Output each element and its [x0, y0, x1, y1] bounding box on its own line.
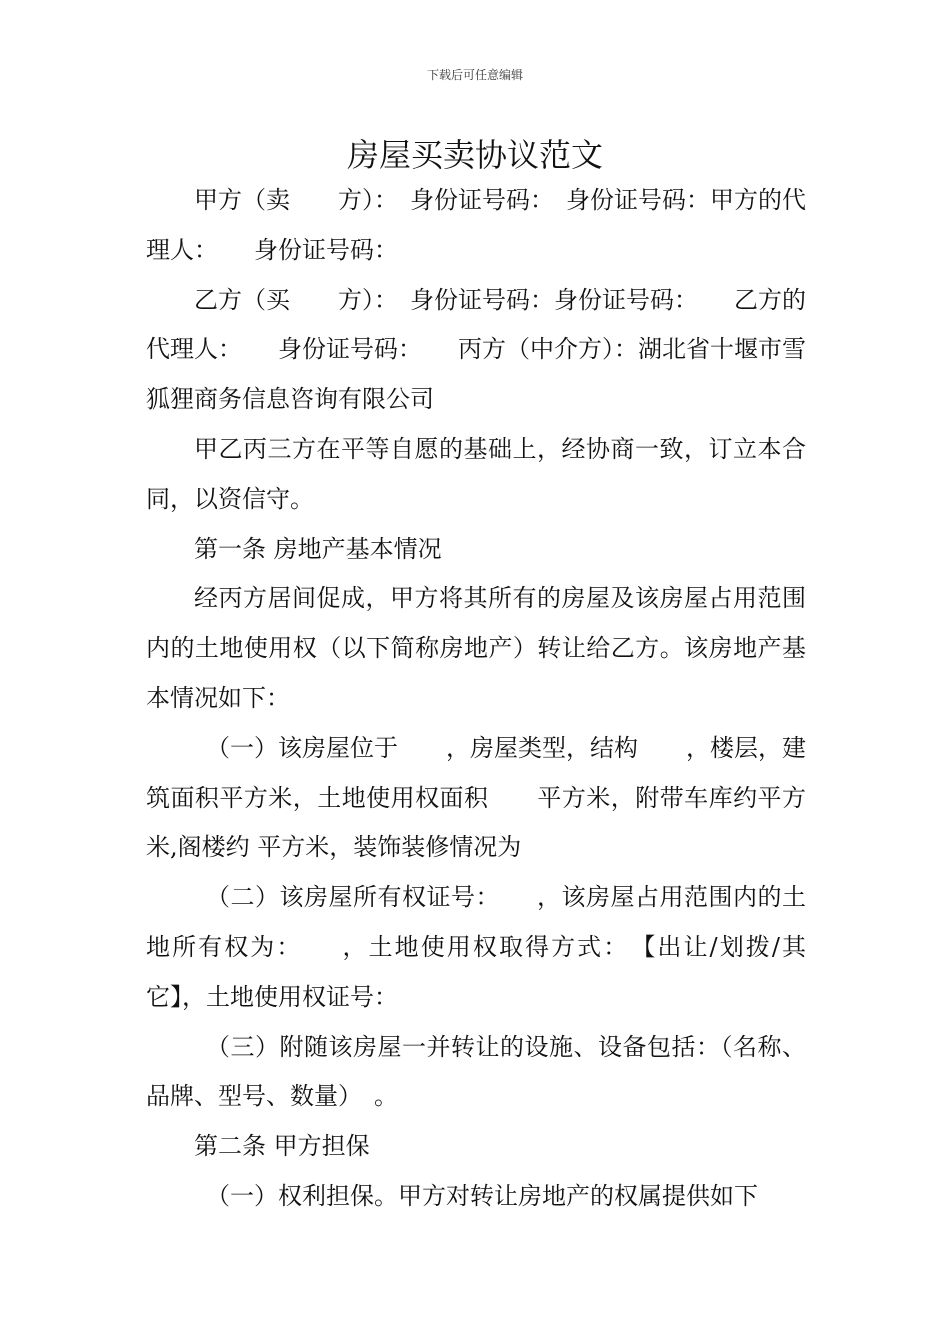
header-note: 下载后可任意编辑	[426, 68, 523, 82]
document-title: 房屋买卖协议范文	[346, 136, 603, 174]
paragraph-article-1-item-1: （一）该房屋位于 ，房屋类型，结构 ，楼层，建筑面积平方米，土地使用权面积 平方米，附带车库约平方米,阁楼约 平方米，装饰装修情况为	[146, 733, 806, 862]
paragraph-article-1-item-3: （三）附随该房屋一并转让的设施、设备包括：（名称、品牌、型号、数量） 。	[146, 1032, 806, 1111]
article-2-heading: 第二条 甲方担保	[194, 1132, 370, 1161]
article-1-heading: 第一条 房地产基本情况	[194, 534, 442, 563]
document-body	[146, 176, 806, 1222]
paragraph-article-1-intro: 经丙方居间促成，甲方将其所有的房屋及该房屋占用范围内的土地使用权（以下简称房地产）转让给乙方。该房地产基本情况如下：	[146, 584, 806, 712]
paragraph-agreement: 甲乙丙三方在平等自愿的基础上，经协商一致，订立本合同，以资信守。	[146, 434, 806, 513]
paragraph-party-b-c: 乙方（买 方）： 身份证号码：身份证号码： 乙方的代理人： 身份证号码： 丙方（中介方）：湖北省十堰市雪狐狸商务信息咨询有限公司	[146, 285, 806, 414]
paragraph-article-1-item-2: （二）该房屋所有权证号： ，该房屋占用范围内的土地所有权为： ，土地使用权取得方式： 【出让/划拨/其它】，土地使用权证号：	[146, 883, 806, 1011]
paragraph-party-a: 甲方（卖 方）： 身份证号码： 身份证号码：甲方的代理人： 身份证号码：	[146, 186, 806, 264]
paragraph-article-2-item-1: （一）权利担保。甲方对转让房地产的权属提供如下	[206, 1181, 758, 1210]
